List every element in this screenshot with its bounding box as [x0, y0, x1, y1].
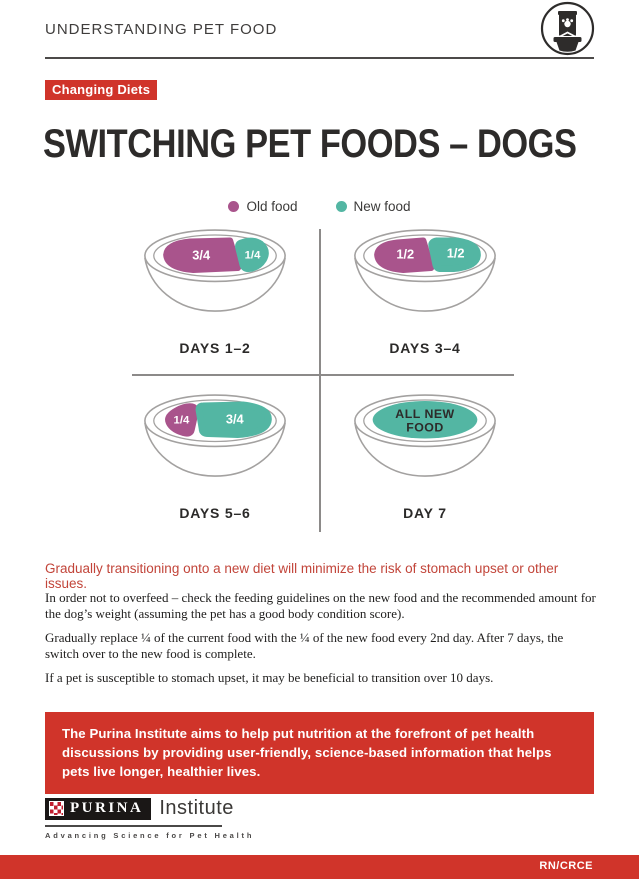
pet-food-bag-bowl-icon: [539, 1, 596, 58]
all-new-food-line1: ALL NEW: [395, 406, 455, 421]
header-divider: [45, 57, 594, 59]
new-fraction-label: 1/2: [446, 245, 465, 261]
purina-institute-callout: The Purina Institute aims to help put nutrition at the forefront of pet health discussions by providing user-friendly, science-based information that helps pets live longer, healthier lives.: [45, 712, 594, 794]
bowl-label: DAYS 5–6: [179, 505, 251, 521]
body-paragraphs: [45, 590, 597, 694]
old-food-dot-icon: [228, 201, 239, 212]
bowl-cell-days-1-2: [110, 226, 320, 375]
old-fraction-label: 3/4: [192, 247, 211, 263]
purina-checkerboard-icon: [49, 801, 64, 816]
grid-vertical-divider: [319, 229, 321, 532]
grid-horizontal-divider: [132, 374, 514, 376]
footer-bar: [0, 855, 639, 879]
bowl-day-7: [346, 391, 504, 490]
bowl-label: DAY 7: [403, 505, 447, 521]
all-new-food-line2: FOOD: [406, 420, 444, 435]
header-title: UNDERSTANDING PET FOOD: [45, 21, 278, 38]
bowl-cell-days-3-4: [320, 226, 530, 375]
legend-item-old-food: [228, 199, 297, 214]
topic-badge: Changing Diets: [45, 80, 157, 100]
paragraph-replace-schedule: Gradually replace ¼ of the current food with the ¼ of the new food every 2nd day. After 7 days, the switch over to the new food is complete.: [45, 630, 564, 661]
institute-text: Institute: [159, 797, 234, 819]
paragraph-sensitive-pets: If a pet is susceptible to stomach upset, it may be beneficial to transition over 10 days.: [45, 670, 494, 685]
logo-divider: [45, 825, 222, 827]
legend-item-new-food: [336, 199, 411, 214]
bowl-days-5-6: [136, 391, 294, 490]
bowl-cell-days-5-6: [110, 375, 320, 534]
bowl-label: DAYS 1–2: [179, 340, 251, 356]
old-fraction-label: 1/4: [173, 414, 190, 427]
paragraph-overfeed: In order not to overfeed – check the feeding guidelines on the new food and the recommended amount for the dog’s weight (assuming the pet has a good body condition score).: [45, 590, 596, 621]
old-fraction-label: 1/2: [396, 246, 415, 262]
bowl-days-1-2: [136, 226, 294, 325]
new-fraction-label: 3/4: [225, 411, 244, 427]
document-code: RN/CRCE: [539, 860, 593, 872]
new-fraction-label: 1/4: [244, 249, 261, 262]
legend: [0, 199, 639, 214]
bowl-days-3-4: [346, 226, 504, 325]
purina-brand-text: PURINA: [70, 800, 144, 816]
purina-wordmark-box: [45, 798, 151, 820]
legend-label-new: New food: [353, 199, 411, 214]
bowl-diagram-grid: [110, 226, 530, 534]
page-title: SWITCHING PET FOODS – DOGS: [43, 122, 577, 166]
lead-sentence: Gradually transitioning onto a new diet will minimize the risk of stomach upset or other issues.: [45, 561, 559, 591]
new-food-dot-icon: [336, 201, 347, 212]
legend-label-old: Old food: [246, 199, 298, 214]
bowl-cell-day-7: [320, 375, 530, 534]
logo-tagline: Advancing Science for Pet Health: [45, 830, 255, 840]
bowl-label: DAYS 3–4: [389, 340, 461, 356]
purina-institute-logo: [45, 797, 254, 840]
